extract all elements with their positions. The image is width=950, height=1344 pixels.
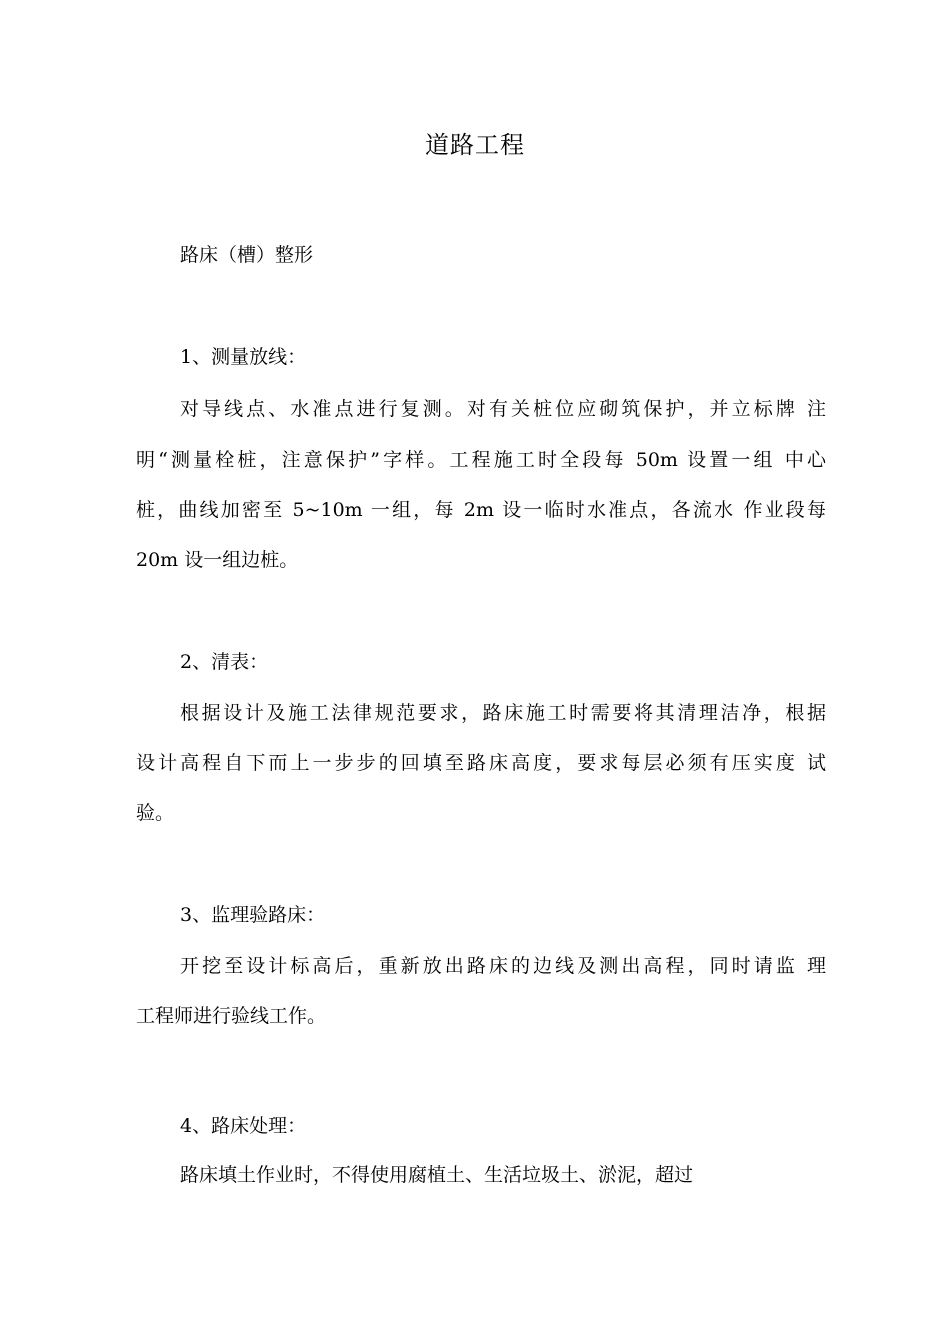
section-heading: 3、监理验路床： [180, 904, 326, 926]
paragraph-line: 桩，曲线加密至 5~10m 一组，每 2m 设一临时水准点，各流水 作业段每 [136, 499, 826, 521]
section-heading: 2、清表： [180, 651, 269, 673]
paragraph-line: 工程师进行验线工作。 [136, 1005, 327, 1027]
paragraph-line: 明“测量栓桩，注意保护”字样。工程施工时全段每 50m 设置一组 中心 [136, 449, 826, 471]
paragraph-line: 对导线点、水准点进行复测。对有关桩位应砌筑保护，并立标牌 注 [180, 398, 826, 420]
section-heading: 1、测量放线： [180, 346, 307, 368]
paragraph-line: 验。 [136, 802, 175, 824]
section-subtitle: 路床（槽）整形 [180, 244, 314, 266]
document-title: 道路工程 [425, 131, 525, 159]
paragraph-line: 开挖至设计标高后，重新放出路床的边线及测出高程，同时请监 理 [180, 955, 826, 977]
section-heading: 4、路床处理： [180, 1115, 307, 1137]
paragraph-line: 设计高程自下而上一步步的回填至路床高度，要求每层必须有压实度 试 [136, 752, 826, 774]
paragraph-line: 根据设计及施工法律规范要求，路床施工时需要将其清理洁净，根据 [180, 702, 826, 724]
paragraph-line: 路床填土作业时，不得使用腐植土、生活垃圾土、淤泥，超过 [180, 1164, 694, 1186]
paragraph-line: 20m 设一组边桩。 [136, 549, 299, 571]
